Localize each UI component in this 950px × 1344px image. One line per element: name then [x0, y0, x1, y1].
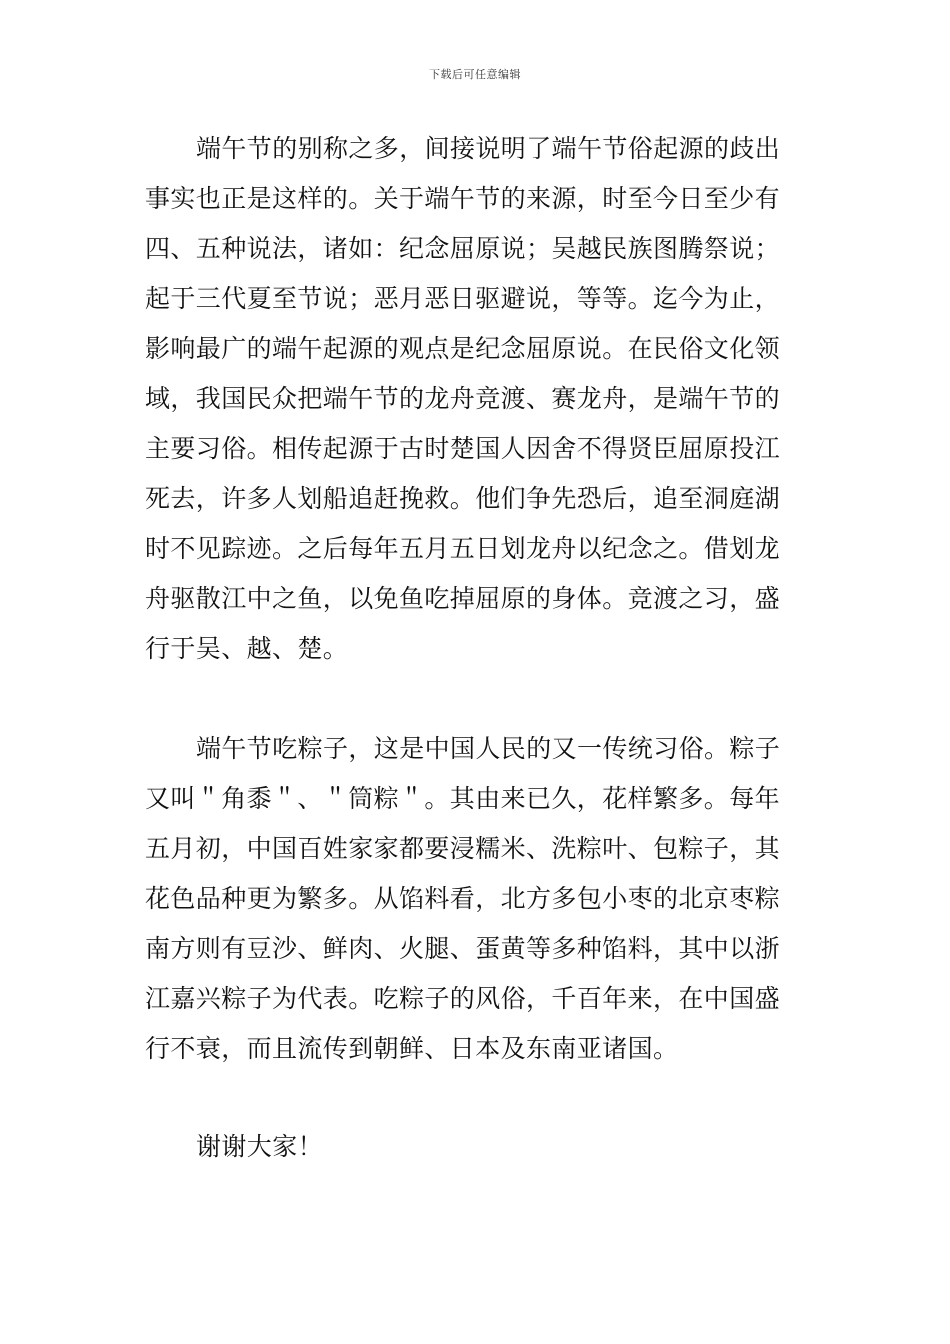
paragraph-line: 时不见踪迹。之后每年五月五日划龙舟以纪念之。借划龙 — [145, 534, 781, 563]
paragraph-line: 花色品种更为繁多。从馅料看，北方多包小枣的北京枣粽 — [145, 884, 781, 913]
paragraph-line: 江嘉兴粽子为代表。吃粽子的风俗，千百年来，在中国盛 — [145, 984, 781, 1013]
paragraph-line: 行于吴、越、楚。 — [145, 634, 349, 663]
paragraph-line: 又叫＂角黍＂、＂筒粽＂。其由来已久，花样繁多。每年 — [145, 784, 781, 813]
paragraph-line: 死去，许多人划船追赶挽救。他们争先恐后，追至洞庭湖 — [145, 484, 781, 513]
closing-remark: 谢谢大家！ — [196, 1132, 324, 1161]
paragraph-line: 影响最广的端午起源的观点是纪念屈原说。在民俗文化领 — [145, 334, 781, 363]
header-note: 下载后可任意编辑 — [429, 68, 521, 81]
paragraph-line: 主要习俗。相传起源于古时楚国人因舍不得贤臣屈原投江 — [145, 434, 781, 463]
paragraph-line: 端午节的别称之多，间接说明了端午节俗起源的歧出 — [196, 134, 781, 163]
paragraph-line: 五月初，中国百姓家家都要浸糯米、洗粽叶、包粽子，其 — [145, 834, 781, 863]
paragraph-line: 事实也正是这样的。关于端午节的来源，时至今日至少有 — [145, 184, 781, 213]
paragraph-line: 舟驱散江中之鱼，以免鱼吃掉屈原的身体。竞渡之习，盛 — [145, 584, 781, 613]
paragraph-line: 南方则有豆沙、鲜肉、火腿、蛋黄等多种馅料，其中以浙 — [145, 934, 781, 963]
paragraph-line: 端午节吃粽子，这是中国人民的又一传统习俗。粽子 — [196, 734, 781, 763]
paragraph-line: 起于三代夏至节说；恶月恶日驱避说，等等。迄今为止， — [145, 284, 781, 313]
paragraph-line: 四、五种说法，诸如：纪念屈原说；吴越民族图腾祭说； — [145, 234, 781, 263]
paragraph-line: 行不衰，而且流传到朝鲜、日本及东南亚诸国。 — [145, 1034, 679, 1063]
paragraph-line: 域，我国民众把端午节的龙舟竞渡、赛龙舟，是端午节的 — [145, 384, 781, 413]
